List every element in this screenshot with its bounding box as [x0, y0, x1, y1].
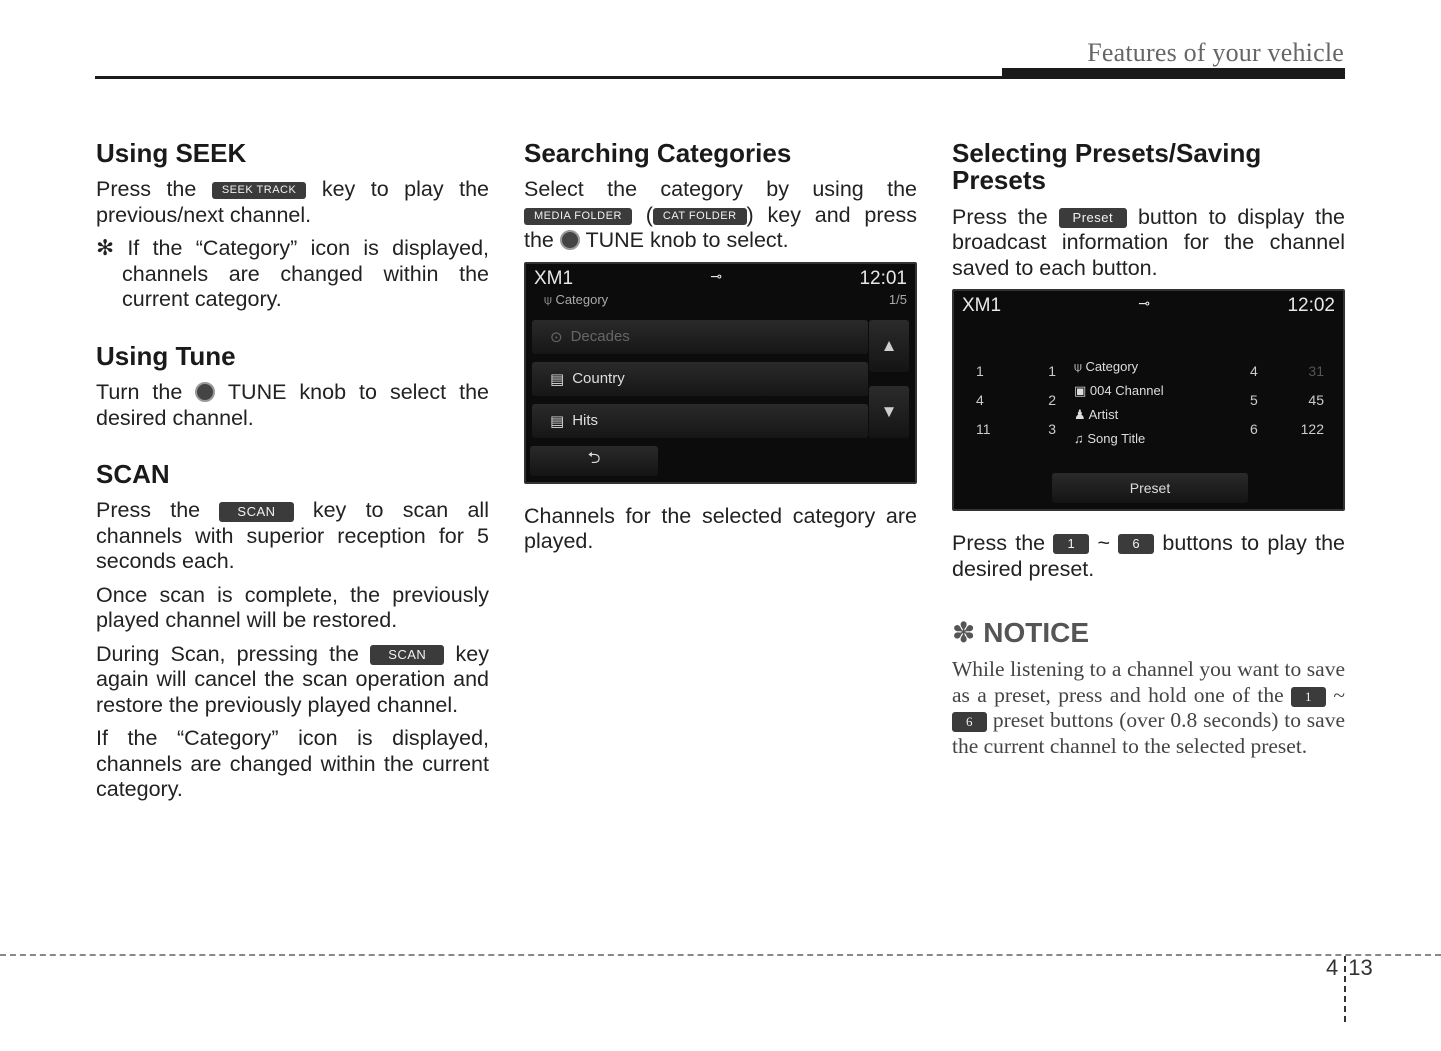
info-row [1074, 427, 1164, 451]
folder-icon: ⊙ [550, 328, 563, 346]
footer-rule [0, 954, 1441, 956]
header-title: Features of your vehicle [1087, 38, 1344, 67]
usb-icon: ⊸ [1138, 295, 1151, 312]
page-number-separator [1344, 956, 1346, 1022]
text-span: Turn the [96, 380, 183, 405]
category-header [526, 290, 915, 308]
tune-knob-icon [560, 230, 580, 250]
text-span: preset buttons (over 0.8 seconds) to save the current channel to the selected preset. [952, 708, 1346, 758]
column-left [96, 140, 489, 833]
preset-screen [952, 289, 1345, 511]
preset-number: 5 [1250, 392, 1258, 409]
category-item-label: Hits [572, 412, 599, 430]
text-span: Press the [96, 498, 201, 523]
text-span: Select the category by using the [524, 177, 917, 202]
info-row [1074, 403, 1164, 427]
section-using-seek [96, 140, 489, 313]
preset-number: 1 [976, 363, 984, 380]
info-row [1074, 379, 1164, 403]
presets-paragraph [952, 205, 1345, 282]
text-span: key to scan all channels with superior reception for 5 seconds each. [96, 498, 489, 574]
screen-time: 12:01 [859, 267, 907, 289]
heading-using-tune: Using Tune [96, 340, 236, 371]
screen-status-bar [526, 264, 915, 290]
music-note-icon: ♫ [1074, 431, 1084, 447]
category-item[interactable] [532, 320, 868, 354]
scan-key: SCAN [370, 645, 444, 665]
antenna-icon: ⍦ [544, 291, 552, 307]
preset-1-key: 1 [1053, 534, 1089, 554]
seek-note [96, 236, 489, 313]
scan-paragraph-2: Once scan is complete, the previously played channel will be restored. [96, 582, 489, 633]
category-item[interactable] [532, 362, 868, 396]
categories-result-paragraph: Channels for the selected category are played. [524, 503, 917, 554]
text-span: ~ [1097, 531, 1111, 556]
preset-row[interactable] [1250, 407, 1324, 452]
text-span: key again will cancel the scan operation and restore the previously played channel. [96, 641, 489, 717]
scroll-down-button[interactable] [869, 386, 909, 438]
text-span: key and press the [524, 202, 917, 253]
section-scan [96, 461, 489, 803]
preset-number: 4 [976, 392, 984, 409]
preset-6-key: 6 [952, 712, 987, 732]
page-indicator: 1/5 [888, 291, 907, 307]
scan-paragraph-3 [96, 642, 489, 719]
screen-time: 12:02 [1287, 295, 1335, 317]
heading-selecting-presets: Selecting Presets/Saving Presets [952, 138, 1262, 196]
text-span: ( [645, 202, 653, 227]
preset-number: 6 [1250, 421, 1258, 438]
text-span: ) [746, 202, 754, 227]
category-item-label: Country [572, 370, 625, 388]
note-marker: ✻ [96, 236, 115, 261]
seek-track-key: SEEK TRACK [212, 182, 307, 199]
text-span: buttons to play the desired preset. [952, 531, 1345, 581]
category-item[interactable] [532, 404, 868, 438]
preset-row[interactable] [976, 407, 1056, 452]
artist-icon: ♟ [1074, 407, 1086, 423]
page-number-value: 13 [1348, 955, 1373, 980]
preset-6-key: 6 [1118, 534, 1154, 554]
folder-icon: ▤ [550, 370, 565, 388]
info-text: Category [1085, 359, 1139, 375]
header-bar [1002, 68, 1345, 79]
preset-number: 11 [976, 421, 991, 438]
note-text: If the “Category” icon is displayed, channels are changed within the current category. [122, 236, 489, 312]
scan-paragraph-1 [96, 498, 489, 575]
arrow-up-icon: ▲ [880, 335, 898, 355]
chapter-number: 4 [1326, 955, 1339, 980]
tune-knob-icon [195, 382, 215, 402]
seek-paragraph [96, 177, 489, 228]
text-span: During Scan, pressing the [96, 641, 360, 666]
preset-channel: 3 [1048, 421, 1056, 438]
scroll-up-button[interactable] [869, 320, 909, 372]
category-label [544, 292, 608, 308]
text-span: Press the [96, 177, 197, 202]
text-span: TUNE knob to select. [585, 228, 789, 253]
preset-channel: 122 [1300, 421, 1324, 438]
preset-channel: 2 [1048, 392, 1056, 409]
notice-title: ✽ NOTICE [952, 617, 1090, 649]
arrow-down-icon: ▼ [880, 401, 898, 421]
screen-source: XM1 [534, 267, 574, 289]
heading-using-seek: Using SEEK [96, 138, 247, 168]
text-span: TUNE knob to select the desired channel. [96, 380, 489, 430]
preset-channel: 31 [1308, 363, 1324, 380]
column-right [952, 140, 1345, 759]
antenna-icon: ⍦ [1074, 359, 1082, 375]
back-button[interactable] [530, 446, 658, 476]
page-number [1326, 955, 1373, 981]
preset-play-paragraph [952, 531, 1345, 582]
preset-channel: 45 [1308, 392, 1324, 409]
info-text: 004 Channel [1089, 383, 1164, 399]
info-text: Artist [1088, 407, 1119, 423]
cat-folder-key: CAT FOLDER [653, 208, 747, 225]
heading-searching-categories: Searching Categories [524, 138, 792, 168]
channel-info [1074, 355, 1164, 451]
preset-channel: 1 [1048, 363, 1056, 380]
text-span: ~ [1333, 682, 1346, 707]
section-using-tune [96, 340, 489, 431]
back-icon: ⮌ [587, 450, 601, 468]
preset-1-key: 1 [1291, 687, 1326, 707]
channel-icon: ▣ [1074, 383, 1087, 399]
category-screen [524, 262, 917, 484]
left-presets [976, 349, 1056, 452]
preset-button[interactable]: Preset [1052, 473, 1248, 503]
text-span: key to play the previous/next channel. [96, 177, 489, 227]
scan-key: SCAN [219, 502, 293, 522]
category-label-text: Category [555, 291, 609, 307]
info-text: Song Title [1087, 431, 1146, 447]
screen-status-bar [954, 291, 1343, 317]
categories-paragraph [524, 177, 917, 254]
folder-icon: ▤ [550, 412, 565, 430]
text-span: Press the [952, 204, 1048, 229]
category-item-label: Decades [570, 328, 630, 346]
column-middle [524, 140, 917, 563]
media-folder-key: MEDIA FOLDER [524, 208, 632, 225]
usb-icon: ⊸ [710, 267, 723, 284]
scan-paragraph-4: If the “Category” icon is displayed, channels are changed within the current category. [96, 726, 489, 802]
tune-paragraph [96, 380, 489, 431]
right-presets [1250, 349, 1324, 452]
text-span: Press the [952, 531, 1046, 556]
text-span: button to display the broadcast information for the channel saved to each button. [952, 204, 1345, 280]
info-row [1074, 355, 1164, 379]
text-span: While listening to a channel you want to save as a preset, press and hold one of the [952, 657, 1345, 707]
preset-number: 4 [1250, 363, 1258, 380]
preset-key: Preset [1059, 208, 1128, 228]
notice-body [952, 657, 1345, 759]
heading-scan: SCAN [96, 459, 170, 490]
screen-source: XM1 [962, 295, 1002, 317]
